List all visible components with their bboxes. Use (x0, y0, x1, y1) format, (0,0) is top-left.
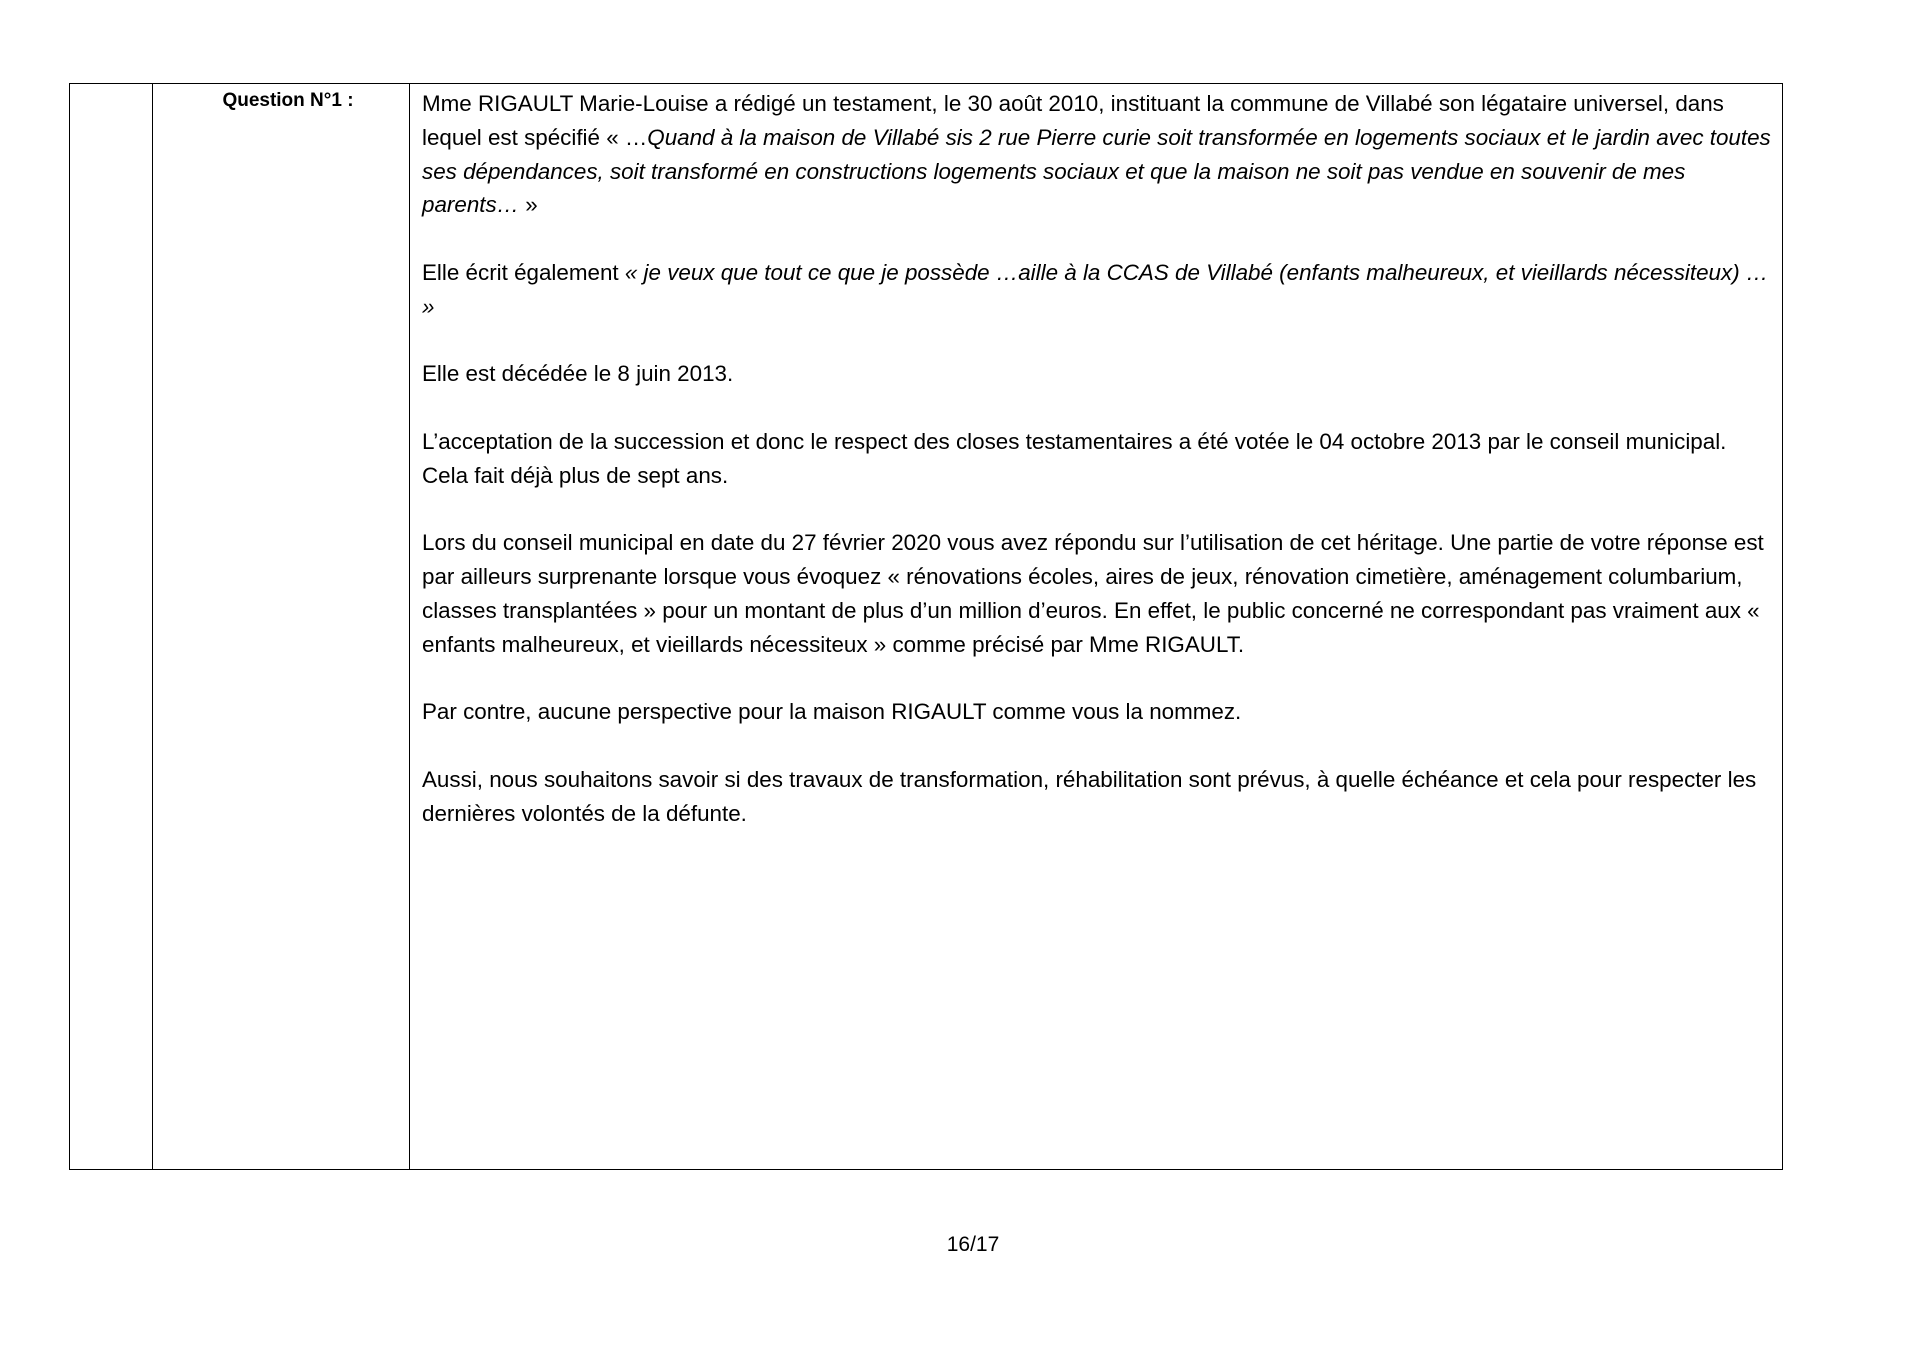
question-body (410, 84, 1782, 1169)
testament-quote: Quand à la maison de Villabé sis 2 rue Pierre curie soit transformée en logements sociaux et le jardin avec toutes ses dépendances, soit transformé en constructions logements sociaux et que la maison ne soit pas vendue en souvenir de mes parents… (422, 124, 1771, 218)
paragraph-spacer (422, 493, 1772, 527)
testament-quote-close: » (519, 192, 538, 218)
paragraph-sept-ans: Cela fait déjà plus de sept ans. (422, 462, 729, 488)
paragraph-spacer (422, 324, 1772, 358)
ccas-quote: « je veux que tout ce que je possède …aille à la CCAS de Villabé (enfants malheureux, et vieillards nécessiteux) … » (422, 259, 1769, 319)
paragraph-spacer (422, 222, 1772, 256)
paragraph-conseil: Lors du conseil municipal en date du 27 février 2020 vous avez répondu sur l’utilisation de cet héritage. Une partie de votre réponse est par ailleurs surprenante lorsque vous évoquez « rénovations écoles, aires de jeux, rénovation cimetière, aménagement columbarium, classes transplantées » pour un montant de plus d’un million d’euros. En effet, le public concerné ne correspondant pas vraiment aux « enfants malheureux, et vieillards nécessiteux » comme précisé par Mme RIGAULT. (422, 530, 1764, 657)
paragraph-question: Aussi, nous souhaitons savoir si des travaux de transformation, réhabilitation sont prévus, à quelle échéance et cela pour respecter les dernières volontés de la défunte. (422, 766, 1757, 826)
paragraph-acceptation: L’acceptation de la succession et donc le respect des closes testamentaires a été votée le 04 octobre 2013 par le conseil municipal. (422, 428, 1727, 454)
paragraph-spacer (422, 729, 1772, 763)
page-number: 16/17 (946, 1233, 1000, 1256)
paragraph-ccas (422, 256, 1772, 324)
paragraph-testament (422, 87, 1772, 222)
paragraph-perspective: Par contre, aucune perspective pour la maison RIGAULT comme vous la nommez. (422, 699, 1242, 725)
paragraph-ccas-text: Elle écrit également (422, 259, 625, 285)
question-label: Question N°1 : (222, 90, 354, 111)
table-empty-column (70, 84, 153, 1169)
paragraph-spacer (422, 391, 1772, 425)
question-table (69, 83, 1783, 1170)
table-label-column (153, 84, 410, 1169)
paragraph-deces: Elle est décédée le 8 juin 2013. (422, 361, 734, 387)
paragraph-spacer (422, 662, 1772, 696)
paragraph-testament-text: Mme RIGAULT Marie-Louise a rédigé un testament, le 30 août 2010, instituant la commune de Villabé son légataire universel, dans lequel est spécifié « … (422, 91, 1724, 150)
